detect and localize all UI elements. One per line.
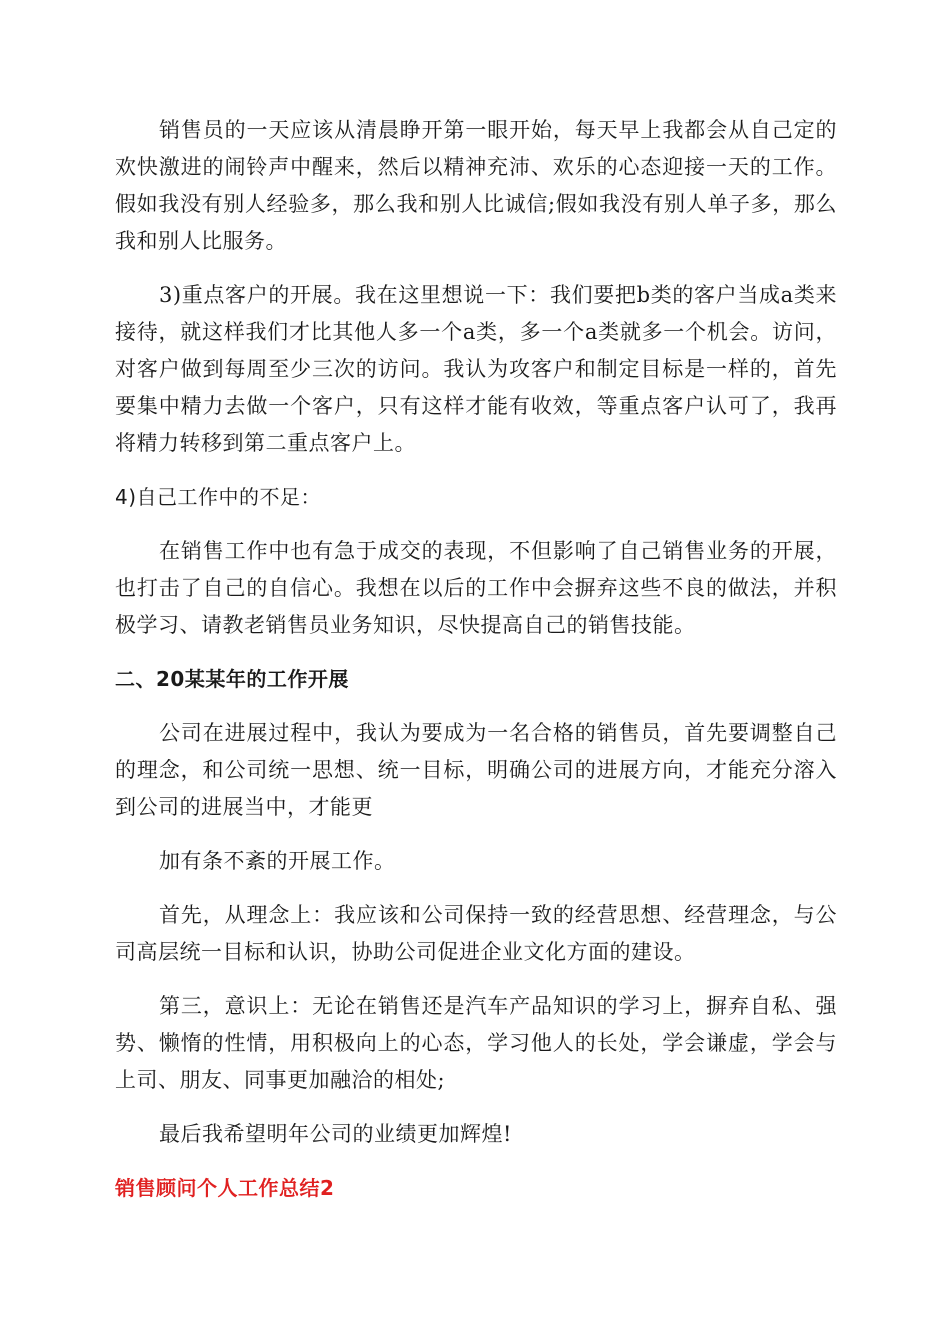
paragraph-shortcomings: 在销售工作中也有急于成交的表现，不但影响了自己销售业务的开展，也打击了自己的自信心。我想在以后的工作中会摒弃这些不良的做法，并积极学习、请教老销售员业务知识，尽快提高自己的销售技能。	[115, 539, 837, 637]
paragraph-morning-routine: 销售员的一天应该从清晨睁开第一眼开始，每天早上我都会从自己定的欢快激进的闹铃声中醒来，然后以精神充沛、欢乐的心态迎接一天的工作。假如我没有别人经验多，那么我和别人比诚信;假如我没有别人单子多，那么我和别人比服务。	[115, 118, 837, 253]
next-article-title: 销售顾问个人工作总结2	[115, 1176, 335, 1200]
paragraph-company-alignment: 公司在进展过程中，我认为要成为一名合格的销售员，首先要调整自己的理念，和公司统一思想、统一目标，明确公司的进展方向，才能充分溶入到公司的进展当中，才能更	[115, 721, 837, 819]
section-title-work-plan: 二、20某某年的工作开展	[115, 667, 349, 691]
paragraph-orderly-work: 加有条不紊的开展工作。	[159, 849, 396, 873]
document-page	[115, 112, 837, 1207]
paragraph-key-customers: 3)重点客户的开展。我在这里想说一下：我们要把b类的客户当成a类来接待，就这样我们才比其他人多一个a类，多一个a类就多一个机会。访问，对客户做到每周至少三次的访问。我认为攻客户和制定目标是一样的，首先要集中精力去做一个客户，只有这样才能有收效，等重点客户认可了，我再将精力转移到第二重点客户上。	[115, 283, 837, 455]
paragraph-awareness: 第三，意识上：无论在销售还是汽车产品知识的学习上，摒弃自私、强势、懒惰的性情，用积极向上的心态，学习他人的长处，学会谦虚，学会与上司、朋友、同事更加融洽的相处;	[115, 994, 837, 1092]
paragraph-philosophy: 首先，从理念上：我应该和公司保持一致的经营思想、经营理念，与公司高层统一目标和认识，协助公司促进企业文化方面的建设。	[115, 903, 837, 964]
paragraph-closing-wish: 最后我希望明年公司的业绩更加辉煌!	[159, 1122, 512, 1146]
heading-shortcomings: 4)自己工作中的不足：	[115, 485, 322, 509]
